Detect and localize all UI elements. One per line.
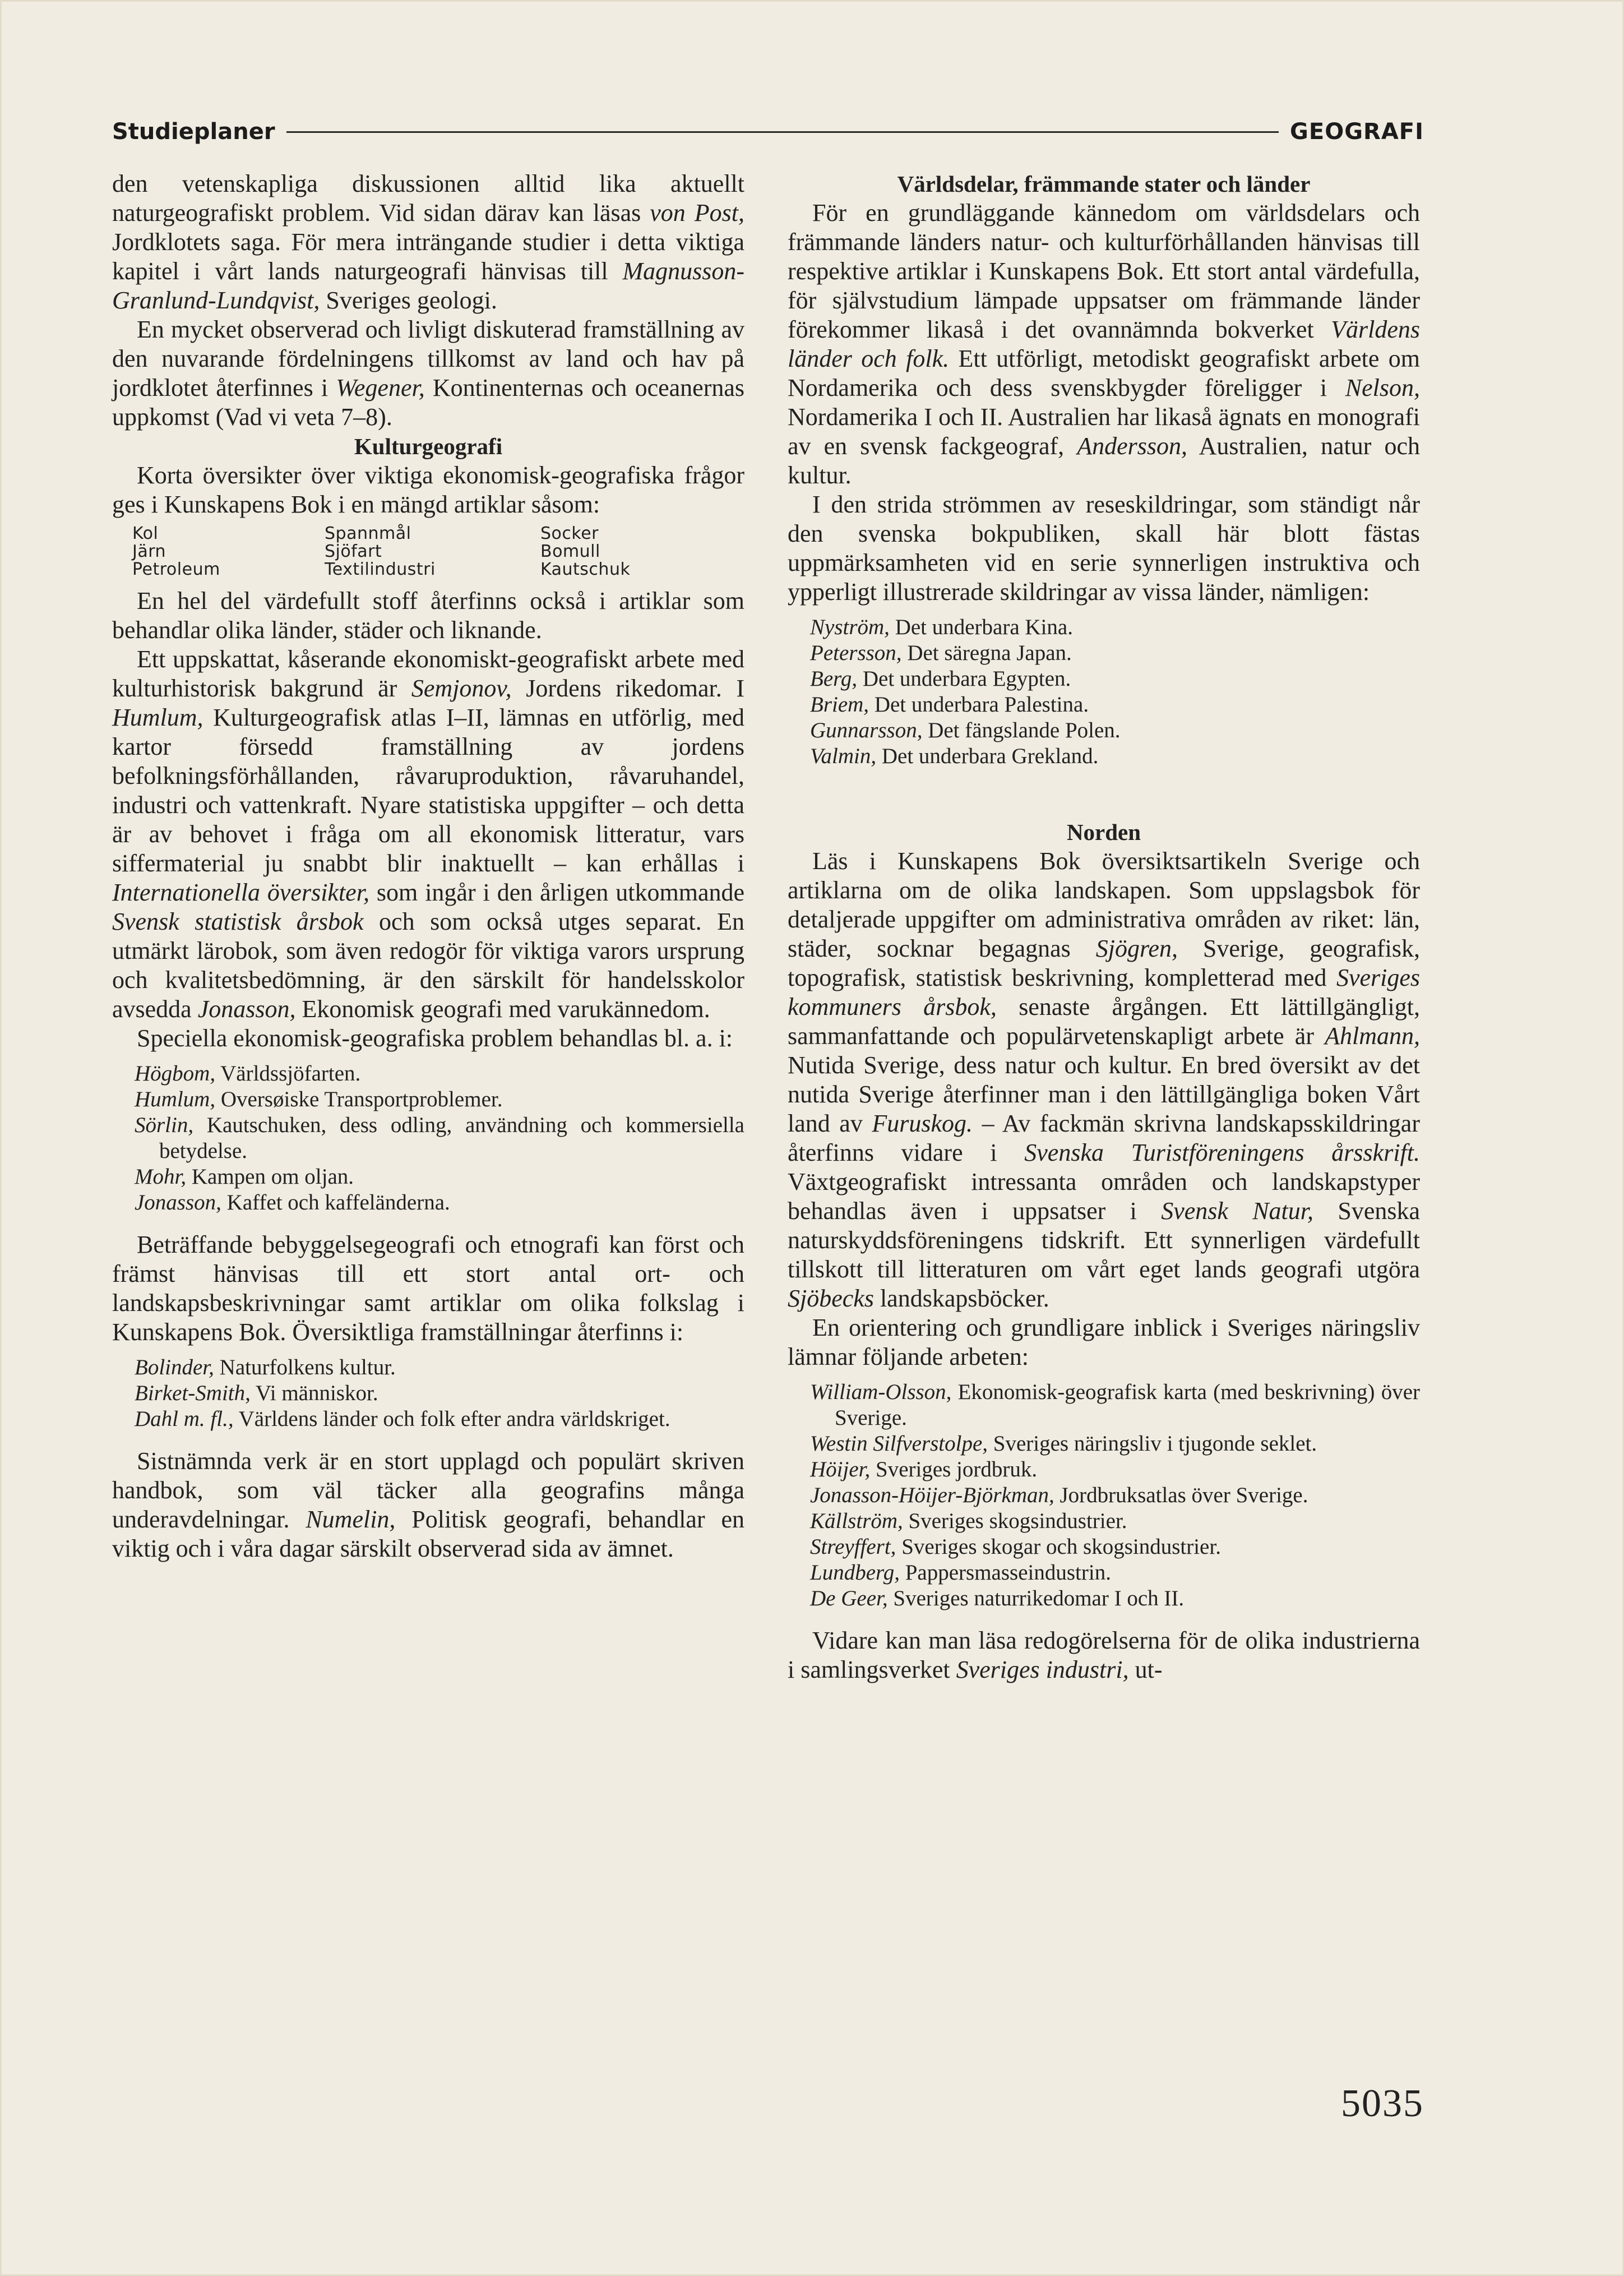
paragraph: Sistnämnda verk är en stort upplagd och populärt skriven handbok, som väl täcker alla geografins många underavdelningar. Numelin, Politisk geografi, behandlar en viktig och i våra dagar särskilt observerad sida av ämnet. (112, 1447, 744, 1562)
commodity-item: Kol (132, 524, 159, 543)
list-item: Bolinder, Naturfolkens kultur. (135, 1355, 396, 1379)
running-header (112, 115, 1424, 149)
list-item: Lundberg, Pappersmasseindustrin. (810, 1561, 1111, 1585)
list-item: Dahl m. fl., Världens länder och folk efter andra världskriget. (135, 1407, 670, 1431)
commodity-item: Järn (132, 542, 166, 561)
commodity-item: Bomull (540, 542, 600, 561)
list-item: Westin Silfverstolpe, Sveriges näringsliv i tjugonde seklet. (810, 1432, 1317, 1456)
paragraph: Beträffande bebyggelsegeografi och etnografi kan först och främst hänvisas till ett stort antal ort- och landskapsbeskrivningar samt artiklar om olika folkslag i Kunskapens Bok. Översiktliga framställningar återfinns i: (112, 1231, 744, 1346)
bibliography-list (112, 1061, 744, 1216)
section-heading-varldsdelar: Världsdelar, främmande stater och länder (897, 171, 1311, 197)
list-item: Jonasson, Kaffet och kaffeländerna. (135, 1190, 450, 1215)
paragraph: Ett uppskattat, kåserande ekonomiskt-geografiskt arbete med kulturhistorisk bakgrund är Semjonov, Jordens rikedomar. I Humlum, Kulturgeografisk atlas I–II, lämnas en utförlig, med kartor försedd framställning av jordens befolkningsförhållanden, råvaruproduktion, råvaruhandel, industri och vattenkraft. Nyare statistiska uppgifter – och detta är av behovet i fråga om all ekonomisk litteratur, vars siffermaterial ju snabbt blir inaktuellt – kan erhållas i Internationella översikter, som ingår i den årligen utkommande Svensk statistisk årsbok och som också utges separat. En utmärkt lärobok, som även redogör för viktiga varors ursprung och kvalitetsbedömning, är den särskilt för handelsskolor avsedda Jonasson, Ekonomisk geografi med varukännedom. (112, 645, 745, 1023)
page-number: 5035 (1341, 2082, 1424, 2125)
list-item: William-Olsson, Ekonomisk-geografisk karta (med beskrivning) över Sverige. (810, 1380, 1420, 1430)
paragraph: En hel del värdefullt stoff återfinns också i artiklar som behandlar olika länder, städer och liknande. (112, 587, 744, 644)
list-item: Berg, Det underbara Egypten. (810, 667, 1071, 691)
commodity-item: Textilindustri (325, 560, 436, 579)
list-item: Streyffert, Sveriges skogar och skogsindustrier. (810, 1535, 1221, 1559)
list-item: Sörlin, Kautschuken, dess odling, användning och kommersiella betydelse. (135, 1113, 744, 1163)
header-subject: GEOGRAFI (1290, 119, 1424, 145)
list-item: Jonasson-Höijer-Björkman, Jordbruksatlas över Sverige. (810, 1483, 1308, 1507)
list-item: De Geer, Sveriges naturrikedomar I och II. (810, 1586, 1185, 1610)
commodity-item: Kautschuk (540, 560, 631, 579)
section-heading-norden: Norden (1066, 819, 1141, 845)
paragraph: Korta översikter över viktiga ekonomisk-geografiska frågor ges i Kunskapens Bok i en mängd artiklar såsom: (112, 461, 744, 518)
paragraph: den vetenskapliga diskussionen alltid lika aktuellt naturgeografiskt problem. Vid sidan därav kan läsas von Post, Jordklotets saga. För mera inträngande studier i detta viktiga kapitel i vårt lands naturgeografi hänvisas till Magnusson-Granlund-Lundqvist, Sveriges geologi. (112, 170, 744, 314)
commodity-item: Sjöfart (325, 542, 382, 561)
header-rule (286, 131, 1279, 133)
list-item: Petersson, Det säregna Japan. (810, 641, 1072, 665)
paragraph: I den strida strömmen av reseskildringar, som ständigt når den svenska bokpubliken, skall här blott fästas uppmärksamheten vid en serie synnerligen instruktiva och ypperligt illustrerade skildringar av vissa länder, nämligen: (788, 491, 1420, 606)
paragraph: Speciella ekonomisk-geografiska problem behandlas bl. a. i: (137, 1024, 733, 1052)
list-item: Nyström, Det underbara Kina. (810, 615, 1073, 639)
left-column (112, 169, 744, 1563)
list-item: Källström, Sveriges skogsindustrier. (810, 1509, 1127, 1533)
commodity-item: Socker (540, 524, 599, 543)
list-item: Mohr, Kampen om oljan. (135, 1165, 354, 1189)
bibliography-list (112, 1355, 744, 1432)
list-item: Högbom, Världssjöfarten. (135, 1061, 361, 1086)
list-item: Höijer, Sveriges jordbruk. (810, 1457, 1038, 1481)
commodity-item: Petroleum (132, 560, 220, 579)
paragraph: En mycket observerad och livligt diskuterad framställning av den nuvarande fördelningens tillkomst av land och hav på jordklotet återfinnes i Wegener, Kontinenternas och oceanernas uppkomst (Vad vi veta 7–8). (112, 316, 744, 431)
list-item: Birket-Smith, Vi människor. (135, 1381, 378, 1405)
commodity-item: Spannmål (325, 524, 411, 543)
right-column (788, 169, 1420, 1684)
list-item: Humlum, Oversøiske Transportproblemer. (135, 1087, 503, 1111)
spacer (788, 784, 1420, 818)
bibliography-list (788, 1379, 1420, 1612)
travel-books-list (788, 615, 1420, 769)
paragraph: En orientering och grundligare inblick i Sveriges näringsliv lämnar följande arbeten: (788, 1314, 1420, 1370)
paragraph: Vidare kan man läsa redogörelserna för de olika industrierna i samlingsverket Sveriges industri, ut- (788, 1627, 1420, 1683)
header-section-title: Studieplaner (112, 119, 275, 145)
commodity-list (132, 525, 744, 579)
paragraph: För en grundläggande kännedom om världsdelars och främmande länders natur- och kulturförhållanden hänvisas till respektive artiklar i Kunskapens Bok. Ett stort antal värdefulla, för självstudium lämpade uppsatser om främmande länder förekommer likaså i det ovannämnda bokverket Världens länder och folk. Ett utförligt, metodiskt geografiskt arbete om Nordamerika och dess svenskbygder föreligger i Nelson, Nordamerika I och II. Australien har likaså ägnats en monografi av en svensk fackgeograf, Andersson, Australien, natur och kultur. (788, 199, 1420, 489)
list-item: Briem, Det underbara Palestina. (810, 693, 1089, 717)
paragraph: Läs i Kunskapens Bok översiktsartikeln Sverige och artiklarna om de olika landskapen. Som uppslagsbok för detaljerade uppgifter om administrativa områden av riket: län, städer, socknar begagnas Sjögren, Sverige, geografisk, topografisk, statistisk beskrivning, kompletterad med Sveriges kommuners årsbok, senaste årgången. Ett lättillgängligt, sammanfattande och populärvetenskapligt arbete är Ahlmann, Nutida Sverige, dess natur och kultur. En bred översikt av det nutida Sverige återfinner man i den lättillgängliga boken Vårt land av Furuskog. – Av fackmän skrivna landskapsskildringar återfinns vidare i Svenska Turistföreningens årsskrift. Växtgeografiskt intressanta områden och landskapstyper behandlas även i uppsatser i Svensk Natur, Svenska naturskyddsföreningens tidskrift. Ett synnerligen värdefullt tillskott till litteraturen om vårt eget lands geografi utgöra Sjöbecks landskapsböcker. (788, 847, 1420, 1312)
list-item: Valmin, Det underbara Grekland. (810, 744, 1099, 768)
list-item: Gunnarsson, Det fängslande Polen. (810, 718, 1121, 742)
section-heading-kulturgeografi: Kulturgeografi (354, 433, 503, 459)
